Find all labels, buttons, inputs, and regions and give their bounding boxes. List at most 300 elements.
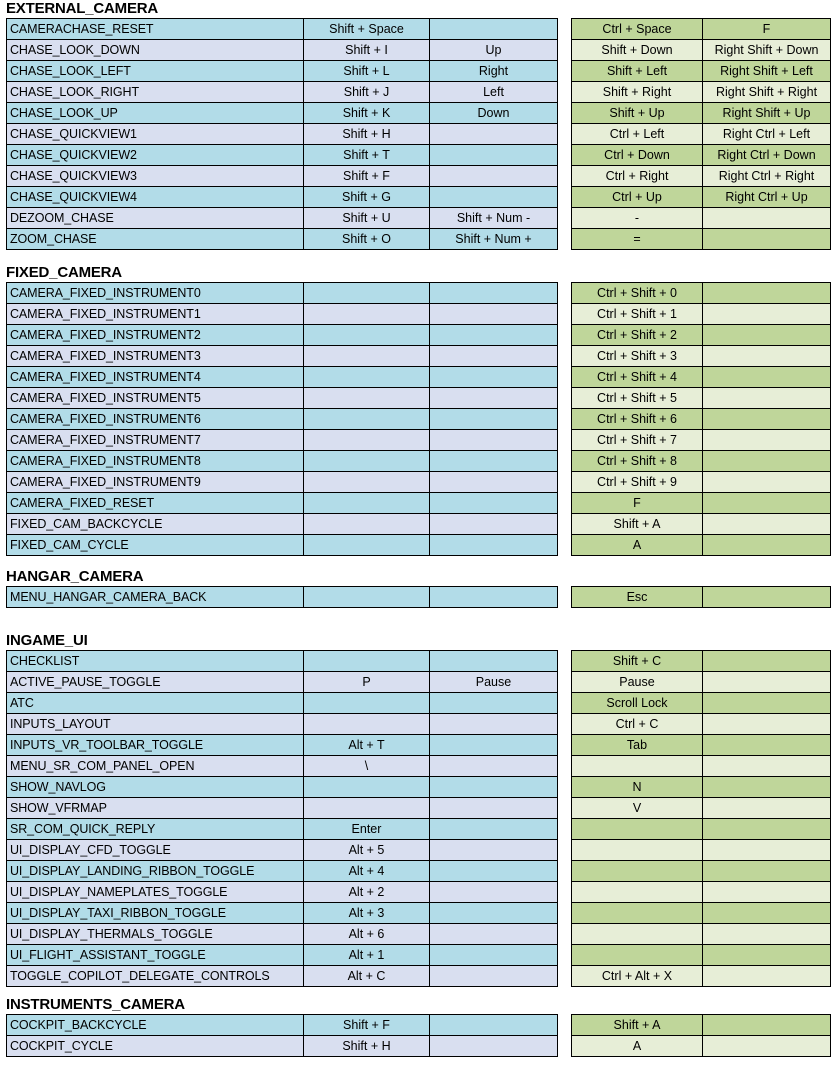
alternate-secondary-key-cell[interactable] bbox=[703, 208, 831, 229]
action-name-cell[interactable]: ATC bbox=[7, 693, 304, 714]
alternate-secondary-key-cell[interactable] bbox=[703, 840, 831, 861]
action-name-cell[interactable]: CAMERA_FIXED_INSTRUMENT3 bbox=[7, 346, 304, 367]
primary-key-cell[interactable]: Shift + F bbox=[304, 166, 430, 187]
table-row[interactable] bbox=[572, 409, 831, 430]
alternate-secondary-key-cell[interactable] bbox=[703, 651, 831, 672]
alternate-secondary-key-cell[interactable]: Right Shift + Down bbox=[703, 40, 831, 61]
table-row[interactable] bbox=[572, 472, 831, 493]
action-name-cell[interactable]: CAMERA_FIXED_INSTRUMENT5 bbox=[7, 388, 304, 409]
secondary-key-cell[interactable] bbox=[430, 346, 558, 367]
primary-key-cell[interactable] bbox=[304, 430, 430, 451]
alternate-secondary-key-cell[interactable]: Right Ctrl + Right bbox=[703, 166, 831, 187]
table-row[interactable] bbox=[7, 840, 558, 861]
secondary-key-cell[interactable] bbox=[430, 430, 558, 451]
table-row[interactable] bbox=[7, 945, 558, 966]
alternate-primary-key-cell[interactable] bbox=[572, 819, 703, 840]
action-name-cell[interactable]: DEZOOM_CHASE bbox=[7, 208, 304, 229]
alternate-primary-key-cell[interactable]: = bbox=[572, 229, 703, 250]
table-row[interactable] bbox=[7, 61, 558, 82]
primary-key-cell[interactable] bbox=[304, 535, 430, 556]
secondary-key-cell[interactable]: Up bbox=[430, 40, 558, 61]
primary-key-cell[interactable] bbox=[304, 346, 430, 367]
secondary-key-cell[interactable] bbox=[430, 924, 558, 945]
primary-key-cell[interactable] bbox=[304, 651, 430, 672]
action-name-cell[interactable]: UI_DISPLAY_THERMALS_TOGGLE bbox=[7, 924, 304, 945]
secondary-key-cell[interactable] bbox=[430, 693, 558, 714]
table-row[interactable] bbox=[572, 61, 831, 82]
alternate-primary-key-cell[interactable] bbox=[572, 945, 703, 966]
primary-key-cell[interactable] bbox=[304, 367, 430, 388]
alternate-primary-key-cell[interactable]: Ctrl + Shift + 5 bbox=[572, 388, 703, 409]
secondary-key-cell[interactable] bbox=[430, 798, 558, 819]
alternate-secondary-key-cell[interactable] bbox=[703, 346, 831, 367]
alternate-primary-key-cell[interactable]: Shift + Up bbox=[572, 103, 703, 124]
alternate-secondary-key-cell[interactable] bbox=[703, 430, 831, 451]
table-row[interactable] bbox=[7, 735, 558, 756]
action-name-cell[interactable]: CHASE_LOOK_UP bbox=[7, 103, 304, 124]
table-row[interactable] bbox=[572, 325, 831, 346]
action-name-cell[interactable]: UI_DISPLAY_TAXI_RIBBON_TOGGLE bbox=[7, 903, 304, 924]
secondary-key-cell[interactable]: Left bbox=[430, 82, 558, 103]
table-row[interactable] bbox=[7, 882, 558, 903]
table-row[interactable] bbox=[572, 1015, 831, 1036]
alternate-primary-key-cell[interactable]: Ctrl + Left bbox=[572, 124, 703, 145]
alternate-secondary-key-cell[interactable]: Right Shift + Right bbox=[703, 82, 831, 103]
table-row[interactable] bbox=[7, 367, 558, 388]
alternate-primary-key-cell[interactable]: Ctrl + Down bbox=[572, 145, 703, 166]
alternate-primary-key-cell[interactable]: Ctrl + Shift + 2 bbox=[572, 325, 703, 346]
action-name-cell[interactable]: CAMERA_FIXED_INSTRUMENT2 bbox=[7, 325, 304, 346]
table-row[interactable] bbox=[7, 304, 558, 325]
alternate-secondary-key-cell[interactable]: Right Ctrl + Left bbox=[703, 124, 831, 145]
alternate-primary-key-cell[interactable]: Shift + Down bbox=[572, 40, 703, 61]
alternate-secondary-key-cell[interactable] bbox=[703, 861, 831, 882]
action-name-cell[interactable]: CHASE_QUICKVIEW2 bbox=[7, 145, 304, 166]
table-row[interactable] bbox=[572, 124, 831, 145]
table-row[interactable] bbox=[572, 283, 831, 304]
secondary-key-cell[interactable] bbox=[430, 166, 558, 187]
alternate-secondary-key-cell[interactable] bbox=[703, 777, 831, 798]
primary-key-cell[interactable]: Shift + O bbox=[304, 229, 430, 250]
table-row[interactable] bbox=[572, 777, 831, 798]
secondary-key-cell[interactable]: Shift + Num + bbox=[430, 229, 558, 250]
secondary-key-cell[interactable] bbox=[430, 777, 558, 798]
alternate-secondary-key-cell[interactable]: Right Shift + Up bbox=[703, 103, 831, 124]
table-row[interactable] bbox=[7, 325, 558, 346]
table-row[interactable] bbox=[7, 166, 558, 187]
alternate-secondary-key-cell[interactable] bbox=[703, 735, 831, 756]
table-row[interactable] bbox=[572, 451, 831, 472]
table-row[interactable] bbox=[572, 924, 831, 945]
primary-key-cell[interactable]: \ bbox=[304, 756, 430, 777]
action-name-cell[interactable]: UI_DISPLAY_CFD_TOGGLE bbox=[7, 840, 304, 861]
action-name-cell[interactable]: CAMERA_FIXED_INSTRUMENT1 bbox=[7, 304, 304, 325]
table-row[interactable] bbox=[7, 388, 558, 409]
alternate-primary-key-cell[interactable]: V bbox=[572, 798, 703, 819]
alternate-secondary-key-cell[interactable] bbox=[703, 367, 831, 388]
action-name-cell[interactable]: CAMERA_FIXED_INSTRUMENT0 bbox=[7, 283, 304, 304]
action-name-cell[interactable]: TOGGLE_COPILOT_DELEGATE_CONTROLS bbox=[7, 966, 304, 987]
primary-key-cell[interactable]: Alt + 2 bbox=[304, 882, 430, 903]
table-row[interactable] bbox=[572, 535, 831, 556]
action-name-cell[interactable]: SR_COM_QUICK_REPLY bbox=[7, 819, 304, 840]
alternate-primary-key-cell[interactable] bbox=[572, 756, 703, 777]
table-row[interactable] bbox=[572, 514, 831, 535]
table-row[interactable] bbox=[7, 587, 558, 608]
action-name-cell[interactable]: CHASE_LOOK_RIGHT bbox=[7, 82, 304, 103]
table-row[interactable] bbox=[572, 903, 831, 924]
action-name-cell[interactable]: INPUTS_VR_TOOLBAR_TOGGLE bbox=[7, 735, 304, 756]
action-name-cell[interactable]: CHASE_LOOK_DOWN bbox=[7, 40, 304, 61]
secondary-key-cell[interactable]: Shift + Num - bbox=[430, 208, 558, 229]
secondary-key-cell[interactable] bbox=[430, 840, 558, 861]
table-row[interactable] bbox=[572, 714, 831, 735]
alternate-secondary-key-cell[interactable] bbox=[703, 472, 831, 493]
secondary-key-cell[interactable] bbox=[430, 451, 558, 472]
primary-key-cell[interactable] bbox=[304, 304, 430, 325]
secondary-key-cell[interactable] bbox=[430, 535, 558, 556]
table-row[interactable] bbox=[7, 903, 558, 924]
secondary-key-cell[interactable] bbox=[430, 735, 558, 756]
table-row[interactable] bbox=[572, 819, 831, 840]
alternate-secondary-key-cell[interactable] bbox=[703, 388, 831, 409]
table-row[interactable] bbox=[572, 367, 831, 388]
alternate-primary-key-cell[interactable]: Ctrl + Shift + 1 bbox=[572, 304, 703, 325]
table-row[interactable] bbox=[7, 493, 558, 514]
action-name-cell[interactable]: SHOW_VFRMAP bbox=[7, 798, 304, 819]
secondary-key-cell[interactable] bbox=[430, 819, 558, 840]
secondary-key-cell[interactable] bbox=[430, 756, 558, 777]
alternate-primary-key-cell[interactable]: Shift + A bbox=[572, 514, 703, 535]
table-row[interactable] bbox=[572, 229, 831, 250]
action-name-cell[interactable]: CHASE_LOOK_LEFT bbox=[7, 61, 304, 82]
action-name-cell[interactable]: UI_FLIGHT_ASSISTANT_TOGGLE bbox=[7, 945, 304, 966]
alternate-secondary-key-cell[interactable] bbox=[703, 798, 831, 819]
primary-key-cell[interactable]: Shift + Space bbox=[304, 19, 430, 40]
alternate-primary-key-cell[interactable] bbox=[572, 840, 703, 861]
table-row[interactable] bbox=[7, 1036, 558, 1057]
alternate-primary-key-cell[interactable]: Ctrl + Space bbox=[572, 19, 703, 40]
action-name-cell[interactable]: COCKPIT_BACKCYCLE bbox=[7, 1015, 304, 1036]
alternate-primary-key-cell[interactable]: Ctrl + Shift + 7 bbox=[572, 430, 703, 451]
action-name-cell[interactable]: CAMERA_FIXED_INSTRUMENT7 bbox=[7, 430, 304, 451]
alternate-primary-key-cell[interactable] bbox=[572, 861, 703, 882]
action-name-cell[interactable]: CAMERA_FIXED_INSTRUMENT9 bbox=[7, 472, 304, 493]
secondary-key-cell[interactable] bbox=[430, 1036, 558, 1057]
secondary-key-cell[interactable] bbox=[430, 514, 558, 535]
alternate-primary-key-cell[interactable]: N bbox=[572, 777, 703, 798]
alternate-secondary-key-cell[interactable] bbox=[703, 693, 831, 714]
secondary-key-cell[interactable] bbox=[430, 882, 558, 903]
action-name-cell[interactable]: CHECKLIST bbox=[7, 651, 304, 672]
primary-key-cell[interactable]: Alt + 6 bbox=[304, 924, 430, 945]
table-row[interactable] bbox=[7, 409, 558, 430]
table-row[interactable] bbox=[7, 861, 558, 882]
alternate-secondary-key-cell[interactable] bbox=[703, 283, 831, 304]
table-row[interactable] bbox=[572, 493, 831, 514]
action-name-cell[interactable]: CAMERA_FIXED_INSTRUMENT8 bbox=[7, 451, 304, 472]
table-row[interactable] bbox=[572, 430, 831, 451]
secondary-key-cell[interactable] bbox=[430, 409, 558, 430]
primary-key-cell[interactable]: Alt + C bbox=[304, 966, 430, 987]
table-row[interactable] bbox=[572, 103, 831, 124]
alternate-primary-key-cell[interactable]: Ctrl + C bbox=[572, 714, 703, 735]
primary-key-cell[interactable] bbox=[304, 493, 430, 514]
alternate-secondary-key-cell[interactable] bbox=[703, 409, 831, 430]
alternate-secondary-key-cell[interactable] bbox=[703, 451, 831, 472]
action-name-cell[interactable]: MENU_HANGAR_CAMERA_BACK bbox=[7, 587, 304, 608]
table-row[interactable] bbox=[572, 798, 831, 819]
secondary-key-cell[interactable] bbox=[430, 283, 558, 304]
alternate-secondary-key-cell[interactable] bbox=[703, 514, 831, 535]
alternate-secondary-key-cell[interactable] bbox=[703, 966, 831, 987]
table-row[interactable] bbox=[572, 40, 831, 61]
table-row[interactable] bbox=[7, 145, 558, 166]
table-row[interactable] bbox=[7, 229, 558, 250]
action-name-cell[interactable]: CHASE_QUICKVIEW1 bbox=[7, 124, 304, 145]
table-row[interactable] bbox=[572, 756, 831, 777]
alternate-primary-key-cell[interactable]: Ctrl + Shift + 9 bbox=[572, 472, 703, 493]
table-row[interactable] bbox=[572, 945, 831, 966]
alternate-secondary-key-cell[interactable] bbox=[703, 714, 831, 735]
table-row[interactable] bbox=[7, 777, 558, 798]
table-row[interactable] bbox=[572, 208, 831, 229]
primary-key-cell[interactable] bbox=[304, 693, 430, 714]
table-row[interactable] bbox=[7, 798, 558, 819]
primary-key-cell[interactable] bbox=[304, 409, 430, 430]
secondary-key-cell[interactable] bbox=[430, 145, 558, 166]
table-row[interactable] bbox=[572, 82, 831, 103]
alternate-secondary-key-cell[interactable] bbox=[703, 924, 831, 945]
primary-key-cell[interactable] bbox=[304, 514, 430, 535]
secondary-key-cell[interactable] bbox=[430, 388, 558, 409]
table-row[interactable] bbox=[7, 819, 558, 840]
alternate-secondary-key-cell[interactable] bbox=[703, 493, 831, 514]
table-row[interactable] bbox=[7, 924, 558, 945]
alternate-secondary-key-cell[interactable] bbox=[703, 756, 831, 777]
table-row[interactable] bbox=[7, 430, 558, 451]
primary-key-cell[interactable]: Shift + J bbox=[304, 82, 430, 103]
secondary-key-cell[interactable] bbox=[430, 714, 558, 735]
alternate-primary-key-cell[interactable]: Ctrl + Shift + 8 bbox=[572, 451, 703, 472]
table-row[interactable] bbox=[572, 587, 831, 608]
primary-key-cell[interactable]: Enter bbox=[304, 819, 430, 840]
primary-key-cell[interactable]: Alt + 3 bbox=[304, 903, 430, 924]
table-row[interactable] bbox=[7, 672, 558, 693]
table-row[interactable] bbox=[572, 735, 831, 756]
table-row[interactable] bbox=[572, 840, 831, 861]
alternate-primary-key-cell[interactable]: F bbox=[572, 493, 703, 514]
table-row[interactable] bbox=[572, 388, 831, 409]
table-row[interactable] bbox=[7, 346, 558, 367]
primary-key-cell[interactable]: Shift + G bbox=[304, 187, 430, 208]
alternate-primary-key-cell[interactable]: Scroll Lock bbox=[572, 693, 703, 714]
secondary-key-cell[interactable] bbox=[430, 367, 558, 388]
table-row[interactable] bbox=[572, 145, 831, 166]
table-row[interactable] bbox=[7, 651, 558, 672]
action-name-cell[interactable]: FIXED_CAM_BACKCYCLE bbox=[7, 514, 304, 535]
alternate-secondary-key-cell[interactable] bbox=[703, 304, 831, 325]
alternate-secondary-key-cell[interactable] bbox=[703, 1015, 831, 1036]
primary-key-cell[interactable]: Shift + H bbox=[304, 124, 430, 145]
primary-key-cell[interactable] bbox=[304, 587, 430, 608]
action-name-cell[interactable]: CAMERA_FIXED_RESET bbox=[7, 493, 304, 514]
alternate-primary-key-cell[interactable]: Shift + A bbox=[572, 1015, 703, 1036]
secondary-key-cell[interactable] bbox=[430, 903, 558, 924]
primary-key-cell[interactable]: Shift + L bbox=[304, 61, 430, 82]
alternate-primary-key-cell[interactable]: Tab bbox=[572, 735, 703, 756]
secondary-key-cell[interactable] bbox=[430, 19, 558, 40]
alternate-secondary-key-cell[interactable] bbox=[703, 229, 831, 250]
primary-key-cell[interactable] bbox=[304, 777, 430, 798]
secondary-key-cell[interactable] bbox=[430, 587, 558, 608]
action-name-cell[interactable]: ACTIVE_PAUSE_TOGGLE bbox=[7, 672, 304, 693]
alternate-secondary-key-cell[interactable]: Right Ctrl + Down bbox=[703, 145, 831, 166]
alternate-secondary-key-cell[interactable]: F bbox=[703, 19, 831, 40]
table-row[interactable] bbox=[572, 19, 831, 40]
alternate-primary-key-cell[interactable]: Esc bbox=[572, 587, 703, 608]
action-name-cell[interactable]: ZOOM_CHASE bbox=[7, 229, 304, 250]
secondary-key-cell[interactable] bbox=[430, 187, 558, 208]
alternate-primary-key-cell[interactable]: Ctrl + Shift + 3 bbox=[572, 346, 703, 367]
primary-key-cell[interactable]: Shift + K bbox=[304, 103, 430, 124]
primary-key-cell[interactable]: Alt + 4 bbox=[304, 861, 430, 882]
alternate-primary-key-cell[interactable]: - bbox=[572, 208, 703, 229]
primary-key-cell[interactable]: P bbox=[304, 672, 430, 693]
secondary-key-cell[interactable] bbox=[430, 493, 558, 514]
alternate-secondary-key-cell[interactable] bbox=[703, 535, 831, 556]
table-row[interactable] bbox=[7, 82, 558, 103]
table-row[interactable] bbox=[572, 346, 831, 367]
primary-key-cell[interactable] bbox=[304, 283, 430, 304]
table-row[interactable] bbox=[572, 1036, 831, 1057]
alternate-secondary-key-cell[interactable] bbox=[703, 587, 831, 608]
secondary-key-cell[interactable] bbox=[430, 861, 558, 882]
secondary-key-cell[interactable]: Down bbox=[430, 103, 558, 124]
table-row[interactable] bbox=[7, 472, 558, 493]
primary-key-cell[interactable]: Shift + F bbox=[304, 1015, 430, 1036]
alternate-secondary-key-cell[interactable] bbox=[703, 882, 831, 903]
table-row[interactable] bbox=[7, 124, 558, 145]
table-row[interactable] bbox=[572, 693, 831, 714]
alternate-secondary-key-cell[interactable]: Right Shift + Left bbox=[703, 61, 831, 82]
secondary-key-cell[interactable] bbox=[430, 304, 558, 325]
table-row[interactable] bbox=[7, 714, 558, 735]
alternate-primary-key-cell[interactable]: Ctrl + Alt + X bbox=[572, 966, 703, 987]
action-name-cell[interactable]: SHOW_NAVLOG bbox=[7, 777, 304, 798]
alternate-primary-key-cell[interactable] bbox=[572, 882, 703, 903]
primary-key-cell[interactable] bbox=[304, 388, 430, 409]
primary-key-cell[interactable]: Alt + 5 bbox=[304, 840, 430, 861]
secondary-key-cell[interactable] bbox=[430, 945, 558, 966]
table-row[interactable] bbox=[7, 103, 558, 124]
table-row[interactable] bbox=[7, 535, 558, 556]
secondary-key-cell[interactable] bbox=[430, 124, 558, 145]
table-row[interactable] bbox=[7, 1015, 558, 1036]
alternate-primary-key-cell[interactable]: Ctrl + Shift + 4 bbox=[572, 367, 703, 388]
table-row[interactable] bbox=[7, 40, 558, 61]
alternate-secondary-key-cell[interactable] bbox=[703, 1036, 831, 1057]
alternate-primary-key-cell[interactable] bbox=[572, 924, 703, 945]
table-row[interactable] bbox=[7, 756, 558, 777]
primary-key-cell[interactable] bbox=[304, 451, 430, 472]
action-name-cell[interactable]: CHASE_QUICKVIEW4 bbox=[7, 187, 304, 208]
table-row[interactable] bbox=[7, 966, 558, 987]
action-name-cell[interactable]: CHASE_QUICKVIEW3 bbox=[7, 166, 304, 187]
action-name-cell[interactable]: MENU_SR_COM_PANEL_OPEN bbox=[7, 756, 304, 777]
table-row[interactable] bbox=[572, 651, 831, 672]
alternate-secondary-key-cell[interactable] bbox=[703, 672, 831, 693]
alternate-primary-key-cell[interactable]: Ctrl + Up bbox=[572, 187, 703, 208]
action-name-cell[interactable]: FIXED_CAM_CYCLE bbox=[7, 535, 304, 556]
primary-key-cell[interactable]: Shift + H bbox=[304, 1036, 430, 1057]
secondary-key-cell[interactable] bbox=[430, 651, 558, 672]
secondary-key-cell[interactable] bbox=[430, 966, 558, 987]
alternate-primary-key-cell[interactable]: Ctrl + Shift + 6 bbox=[572, 409, 703, 430]
primary-key-cell[interactable] bbox=[304, 714, 430, 735]
alternate-secondary-key-cell[interactable] bbox=[703, 903, 831, 924]
secondary-key-cell[interactable] bbox=[430, 325, 558, 346]
primary-key-cell[interactable]: Alt + T bbox=[304, 735, 430, 756]
table-row[interactable] bbox=[7, 693, 558, 714]
alternate-secondary-key-cell[interactable] bbox=[703, 325, 831, 346]
action-name-cell[interactable]: UI_DISPLAY_NAMEPLATES_TOGGLE bbox=[7, 882, 304, 903]
action-name-cell[interactable]: CAMERA_FIXED_INSTRUMENT4 bbox=[7, 367, 304, 388]
table-row[interactable] bbox=[572, 304, 831, 325]
alternate-secondary-key-cell[interactable] bbox=[703, 819, 831, 840]
alternate-primary-key-cell[interactable]: Ctrl + Shift + 0 bbox=[572, 283, 703, 304]
primary-key-cell[interactable] bbox=[304, 472, 430, 493]
primary-key-cell[interactable]: Shift + T bbox=[304, 145, 430, 166]
secondary-key-cell[interactable] bbox=[430, 1015, 558, 1036]
table-row[interactable] bbox=[7, 451, 558, 472]
primary-key-cell[interactable]: Shift + U bbox=[304, 208, 430, 229]
alternate-secondary-key-cell[interactable] bbox=[703, 945, 831, 966]
alternate-primary-key-cell[interactable]: Shift + C bbox=[572, 651, 703, 672]
table-row[interactable] bbox=[572, 966, 831, 987]
secondary-key-cell[interactable]: Pause bbox=[430, 672, 558, 693]
table-row[interactable] bbox=[572, 166, 831, 187]
table-row[interactable] bbox=[572, 882, 831, 903]
table-row[interactable] bbox=[7, 283, 558, 304]
alternate-primary-key-cell[interactable]: Shift + Left bbox=[572, 61, 703, 82]
table-row[interactable] bbox=[572, 187, 831, 208]
action-name-cell[interactable]: CAMERA_FIXED_INSTRUMENT6 bbox=[7, 409, 304, 430]
secondary-key-cell[interactable] bbox=[430, 472, 558, 493]
table-row[interactable] bbox=[572, 672, 831, 693]
alternate-primary-key-cell[interactable]: A bbox=[572, 1036, 703, 1057]
primary-key-cell[interactable]: Alt + 1 bbox=[304, 945, 430, 966]
alternate-primary-key-cell[interactable]: Ctrl + Right bbox=[572, 166, 703, 187]
secondary-key-cell[interactable]: Right bbox=[430, 61, 558, 82]
primary-key-cell[interactable]: Shift + I bbox=[304, 40, 430, 61]
table-row[interactable] bbox=[7, 19, 558, 40]
action-name-cell[interactable]: CAMERACHASE_RESET bbox=[7, 19, 304, 40]
table-row[interactable] bbox=[7, 187, 558, 208]
alternate-primary-key-cell[interactable]: Pause bbox=[572, 672, 703, 693]
table-row[interactable] bbox=[572, 861, 831, 882]
primary-key-cell[interactable] bbox=[304, 798, 430, 819]
table-row[interactable] bbox=[7, 514, 558, 535]
action-name-cell[interactable]: INPUTS_LAYOUT bbox=[7, 714, 304, 735]
table-row[interactable] bbox=[7, 208, 558, 229]
alternate-primary-key-cell[interactable] bbox=[572, 903, 703, 924]
primary-key-cell[interactable] bbox=[304, 325, 430, 346]
alternate-primary-key-cell[interactable]: A bbox=[572, 535, 703, 556]
alternate-primary-key-cell[interactable]: Shift + Right bbox=[572, 82, 703, 103]
action-name-cell[interactable]: UI_DISPLAY_LANDING_RIBBON_TOGGLE bbox=[7, 861, 304, 882]
alternate-secondary-key-cell[interactable]: Right Ctrl + Up bbox=[703, 187, 831, 208]
